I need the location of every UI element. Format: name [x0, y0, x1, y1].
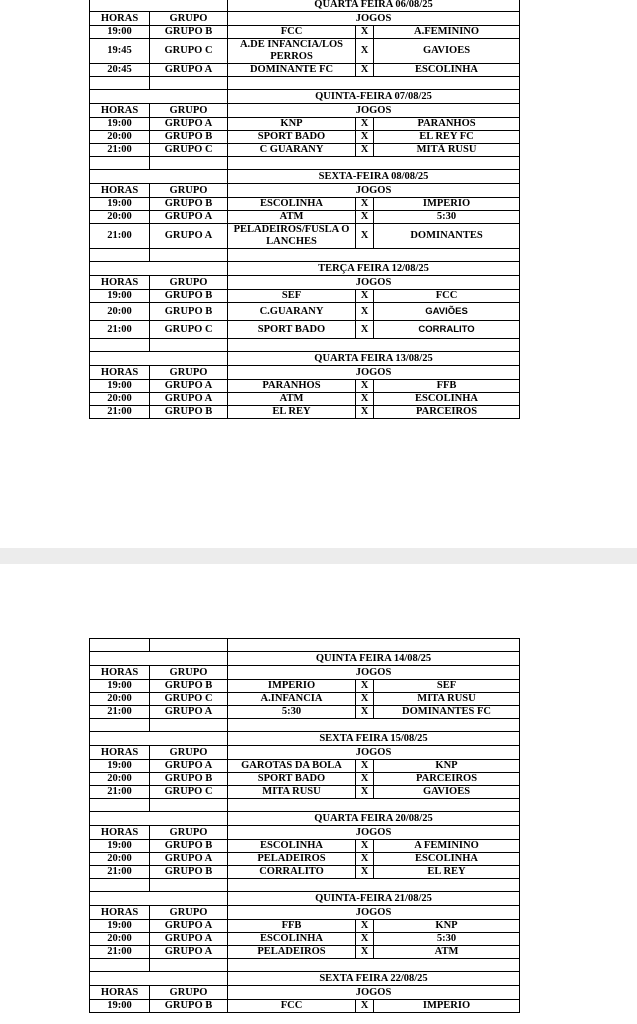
date-blank-cell: [90, 262, 228, 276]
versus-mark: X: [356, 211, 374, 224]
versus-mark: X: [356, 64, 374, 77]
away-team: KNP: [374, 760, 520, 773]
game-group: GRUPO A: [150, 118, 228, 131]
game-group: GRUPO C: [150, 144, 228, 157]
header-row: [90, 826, 520, 840]
game-time: 21:00: [90, 786, 150, 799]
spacer-row: [90, 799, 520, 812]
game-time: 21:00: [90, 321, 150, 339]
spacer-cell: [150, 339, 228, 352]
home-team: SPORT BADO: [228, 321, 356, 339]
away-team: GAVIOES: [374, 39, 520, 64]
game-time: 20:00: [90, 131, 150, 144]
game-time: 21:00: [90, 406, 150, 419]
spacer-cell: [90, 799, 150, 812]
game-group: GRUPO B: [150, 840, 228, 853]
page-break: [0, 548, 637, 564]
game-row: [90, 303, 520, 321]
day-date-row: [90, 732, 520, 746]
spacer-cell: [228, 639, 520, 652]
versus-mark: X: [356, 118, 374, 131]
versus-mark: X: [356, 933, 374, 946]
game-group: GRUPO A: [150, 946, 228, 959]
spacer-cell: [150, 157, 228, 170]
header-row: [90, 746, 520, 760]
header-horas: HORAS: [90, 104, 150, 118]
header-horas: HORAS: [90, 12, 150, 26]
day-date: SEXTA-FEIRA 08/08/25: [228, 170, 520, 184]
versus-mark: X: [356, 693, 374, 706]
day-date-row: [90, 892, 520, 906]
home-team: SPORT BADO: [228, 131, 356, 144]
game-time: 21:00: [90, 144, 150, 157]
spacer-row: [90, 959, 520, 972]
versus-mark: X: [356, 773, 374, 786]
game-row: [90, 393, 520, 406]
game-row: [90, 946, 520, 959]
schedule-page-2: [0, 564, 637, 1024]
home-team: PELADEIROS: [228, 853, 356, 866]
header-horas: HORAS: [90, 746, 150, 760]
game-time: 19:00: [90, 380, 150, 393]
away-team: SEF: [374, 680, 520, 693]
game-row: [90, 64, 520, 77]
home-team: PARANHOS: [228, 380, 356, 393]
home-team: CORRALITO: [228, 866, 356, 879]
versus-mark: X: [356, 290, 374, 303]
game-row: [90, 224, 520, 249]
spacer-cell: [228, 959, 520, 972]
day-date-row: [90, 812, 520, 826]
day-date-row: [90, 352, 520, 366]
spacer-cell: [150, 639, 228, 652]
game-group: GRUPO A: [150, 380, 228, 393]
day-date: QUARTA FEIRA 06/08/25: [228, 0, 520, 12]
versus-mark: X: [356, 866, 374, 879]
header-horas: HORAS: [90, 986, 150, 1000]
spacer-row: [90, 157, 520, 170]
game-group: GRUPO A: [150, 64, 228, 77]
game-group: GRUPO B: [150, 680, 228, 693]
spacer-cell: [228, 879, 520, 892]
game-time: 19:00: [90, 290, 150, 303]
home-team: C GUARANY: [228, 144, 356, 157]
game-row: [90, 198, 520, 211]
schedule-table-2: [89, 638, 520, 1013]
header-row: [90, 104, 520, 118]
spacer-cell: [90, 77, 150, 90]
date-blank-cell: [90, 352, 228, 366]
game-group: GRUPO B: [150, 866, 228, 879]
spacer-cell: [90, 339, 150, 352]
game-time: 20:00: [90, 933, 150, 946]
header-jogos: JOGOS: [228, 276, 520, 290]
game-row: [90, 840, 520, 853]
home-team: SEF: [228, 290, 356, 303]
header-jogos: JOGOS: [228, 986, 520, 1000]
spacer-cell: [90, 959, 150, 972]
spacer-row: [90, 879, 520, 892]
away-team: PARCEIROS: [374, 773, 520, 786]
versus-mark: X: [356, 303, 374, 321]
game-row: [90, 211, 520, 224]
day-date-row: [90, 90, 520, 104]
versus-mark: X: [356, 131, 374, 144]
day-date: SEXTA FEIRA 22/08/25: [228, 972, 520, 986]
day-date-row: [90, 262, 520, 276]
game-time: 19:00: [90, 920, 150, 933]
header-row: [90, 184, 520, 198]
away-team: CORRALITO: [374, 321, 520, 339]
home-team: ESCOLINHA: [228, 840, 356, 853]
day-date: SEXTA FEIRA 15/08/25: [228, 732, 520, 746]
day-date: TERÇA FEIRA 12/08/25: [228, 262, 520, 276]
game-row: [90, 131, 520, 144]
game-row: [90, 920, 520, 933]
day-date: QUARTA FEIRA 13/08/25: [228, 352, 520, 366]
header-row: [90, 12, 520, 26]
home-team: C.GUARANY: [228, 303, 356, 321]
header-grupo: GRUPO: [150, 666, 228, 680]
date-blank-cell: [90, 972, 228, 986]
away-team: MITA RUSU: [374, 693, 520, 706]
day-date-row: [90, 0, 520, 12]
date-blank-cell: [90, 652, 228, 666]
game-time: 19:00: [90, 760, 150, 773]
game-group: GRUPO A: [150, 760, 228, 773]
day-date-row: [90, 972, 520, 986]
game-time: 20:00: [90, 693, 150, 706]
away-team: KNP: [374, 920, 520, 933]
header-jogos: JOGOS: [228, 906, 520, 920]
header-jogos: JOGOS: [228, 366, 520, 380]
home-team: FCC: [228, 26, 356, 39]
home-team: ESCOLINHA: [228, 933, 356, 946]
game-row: [90, 1000, 520, 1013]
game-group: GRUPO C: [150, 321, 228, 339]
home-team: ATM: [228, 393, 356, 406]
away-team: ESCOLINHA: [374, 853, 520, 866]
game-row: [90, 853, 520, 866]
home-team: SPORT BADO: [228, 773, 356, 786]
header-horas: HORAS: [90, 276, 150, 290]
home-team: A.DE INFANCIA/LOS PERROS: [228, 39, 356, 64]
game-row: [90, 933, 520, 946]
header-horas: HORAS: [90, 666, 150, 680]
game-time: 19:00: [90, 840, 150, 853]
versus-mark: X: [356, 760, 374, 773]
header-jogos: JOGOS: [228, 184, 520, 198]
game-group: GRUPO A: [150, 211, 228, 224]
game-group: GRUPO A: [150, 933, 228, 946]
day-date: QUINTA FEIRA 14/08/25: [228, 652, 520, 666]
home-team: IMPERIO: [228, 680, 356, 693]
game-time: 19:00: [90, 26, 150, 39]
away-team: PARANHOS: [374, 118, 520, 131]
game-time: 19:45: [90, 39, 150, 64]
versus-mark: X: [356, 920, 374, 933]
game-time: 20:00: [90, 303, 150, 321]
header-row: [90, 366, 520, 380]
spacer-row: [90, 77, 520, 90]
away-team: DOMINANTES FC: [374, 706, 520, 719]
spacer-row: [90, 339, 520, 352]
game-row: [90, 680, 520, 693]
game-row: [90, 773, 520, 786]
game-group: GRUPO B: [150, 290, 228, 303]
spacer-cell: [228, 339, 520, 352]
versus-mark: X: [356, 1000, 374, 1013]
spacer-cell: [90, 719, 150, 732]
header-grupo: GRUPO: [150, 104, 228, 118]
game-time: 21:00: [90, 946, 150, 959]
versus-mark: X: [356, 224, 374, 249]
game-group: GRUPO A: [150, 393, 228, 406]
home-team: 5:30: [228, 706, 356, 719]
versus-mark: X: [356, 144, 374, 157]
home-team: FFB: [228, 920, 356, 933]
away-team: 5:30: [374, 211, 520, 224]
date-blank-cell: [90, 812, 228, 826]
away-team: IMPERIO: [374, 198, 520, 211]
away-team: A.FEMININO: [374, 26, 520, 39]
away-team: IMPERIO: [374, 1000, 520, 1013]
versus-mark: X: [356, 680, 374, 693]
game-row: [90, 866, 520, 879]
game-row: [90, 706, 520, 719]
header-jogos: JOGOS: [228, 12, 520, 26]
game-group: GRUPO A: [150, 706, 228, 719]
versus-mark: X: [356, 406, 374, 419]
header-row: [90, 666, 520, 680]
day-date: QUINTA-FEIRA 21/08/25: [228, 892, 520, 906]
away-team: ESCOLINHA: [374, 64, 520, 77]
game-row: [90, 380, 520, 393]
game-time: 20:00: [90, 773, 150, 786]
game-row: [90, 693, 520, 706]
schedule-table-1: [89, 0, 520, 419]
versus-mark: X: [356, 946, 374, 959]
spacer-cell: [228, 719, 520, 732]
game-time: 20:45: [90, 64, 150, 77]
spacer-cell: [150, 249, 228, 262]
header-horas: HORAS: [90, 906, 150, 920]
game-group: GRUPO C: [150, 693, 228, 706]
game-time: 21:00: [90, 706, 150, 719]
header-grupo: GRUPO: [150, 746, 228, 760]
header-grupo: GRUPO: [150, 986, 228, 1000]
home-team: PELADEIROS: [228, 946, 356, 959]
game-group: GRUPO B: [150, 406, 228, 419]
versus-mark: X: [356, 853, 374, 866]
header-grupo: GRUPO: [150, 184, 228, 198]
spacer-cell: [90, 639, 150, 652]
header-horas: HORAS: [90, 366, 150, 380]
spacer-row: [90, 719, 520, 732]
home-team: ATM: [228, 211, 356, 224]
spacer-row: [90, 639, 520, 652]
game-group: GRUPO B: [150, 131, 228, 144]
game-group: GRUPO A: [150, 920, 228, 933]
game-row: [90, 321, 520, 339]
versus-mark: X: [356, 39, 374, 64]
date-blank-cell: [90, 170, 228, 184]
versus-mark: X: [356, 321, 374, 339]
versus-mark: X: [356, 840, 374, 853]
away-team: ATM: [374, 946, 520, 959]
header-grupo: GRUPO: [150, 366, 228, 380]
day-date: QUARTA FEIRA 20/08/25: [228, 812, 520, 826]
game-time: 20:00: [90, 853, 150, 866]
spacer-cell: [228, 799, 520, 812]
game-time: 20:00: [90, 393, 150, 406]
away-team: MITÃ RUSU: [374, 144, 520, 157]
game-group: GRUPO B: [150, 1000, 228, 1013]
date-blank-cell: [90, 892, 228, 906]
date-blank-cell: [90, 732, 228, 746]
away-team: GAVIÕES: [374, 303, 520, 321]
game-time: 19:00: [90, 680, 150, 693]
game-group: GRUPO C: [150, 39, 228, 64]
spacer-cell: [150, 77, 228, 90]
header-grupo: GRUPO: [150, 826, 228, 840]
spacer-cell: [150, 879, 228, 892]
header-grupo: GRUPO: [150, 906, 228, 920]
header-jogos: JOGOS: [228, 826, 520, 840]
away-team: EL REY: [374, 866, 520, 879]
away-team: FCC: [374, 290, 520, 303]
game-time: 21:00: [90, 224, 150, 249]
home-team: DOMINANTE FC: [228, 64, 356, 77]
spacer-cell: [150, 719, 228, 732]
away-team: PARCEIROS: [374, 406, 520, 419]
game-group: GRUPO A: [150, 224, 228, 249]
game-group: GRUPO B: [150, 773, 228, 786]
away-team: DOMINANTES: [374, 224, 520, 249]
date-blank-cell: [90, 90, 228, 104]
game-time: 19:00: [90, 118, 150, 131]
versus-mark: X: [356, 786, 374, 799]
home-team: MITA RUSU: [228, 786, 356, 799]
header-grupo: GRUPO: [150, 12, 228, 26]
header-grupo: GRUPO: [150, 276, 228, 290]
home-team: FCC: [228, 1000, 356, 1013]
versus-mark: X: [356, 706, 374, 719]
game-group: GRUPO B: [150, 198, 228, 211]
home-team: ESCOLINHA: [228, 198, 356, 211]
spacer-cell: [150, 959, 228, 972]
game-row: [90, 786, 520, 799]
header-row: [90, 276, 520, 290]
game-time: 19:00: [90, 198, 150, 211]
home-team: A.INFANCIA: [228, 693, 356, 706]
home-team: GAROTAS DA BOLA: [228, 760, 356, 773]
day-date-row: [90, 652, 520, 666]
spacer-row: [90, 249, 520, 262]
header-row: [90, 986, 520, 1000]
away-team: GAVIOES: [374, 786, 520, 799]
date-blank-cell: [90, 0, 228, 12]
game-time: 21:00: [90, 866, 150, 879]
game-group: GRUPO B: [150, 303, 228, 321]
versus-mark: X: [356, 26, 374, 39]
game-row: [90, 406, 520, 419]
game-time: 20:00: [90, 211, 150, 224]
versus-mark: X: [356, 198, 374, 211]
away-team: EL REY FC: [374, 131, 520, 144]
spacer-cell: [228, 77, 520, 90]
game-group: GRUPO B: [150, 26, 228, 39]
day-date-row: [90, 170, 520, 184]
game-row: [90, 118, 520, 131]
game-row: [90, 760, 520, 773]
spacer-cell: [228, 249, 520, 262]
header-jogos: JOGOS: [228, 746, 520, 760]
game-row: [90, 39, 520, 64]
game-row: [90, 144, 520, 157]
header-horas: HORAS: [90, 184, 150, 198]
spacer-cell: [150, 799, 228, 812]
game-group: GRUPO A: [150, 853, 228, 866]
header-jogos: JOGOS: [228, 666, 520, 680]
game-time: 19:00: [90, 1000, 150, 1013]
header-horas: HORAS: [90, 826, 150, 840]
away-team: ESCOLINHA: [374, 393, 520, 406]
home-team: KNP: [228, 118, 356, 131]
spacer-cell: [90, 157, 150, 170]
game-row: [90, 26, 520, 39]
game-row: [90, 290, 520, 303]
spacer-cell: [228, 157, 520, 170]
home-team: EL REY: [228, 406, 356, 419]
day-date: QUINTA-FEIRA 07/08/25: [228, 90, 520, 104]
versus-mark: X: [356, 393, 374, 406]
away-team: A FEMININO: [374, 840, 520, 853]
header-jogos: JOGOS: [228, 104, 520, 118]
home-team: PELADEIROS/FUSLA O LANCHES: [228, 224, 356, 249]
away-team: 5:30: [374, 933, 520, 946]
away-team: FFB: [374, 380, 520, 393]
game-group: GRUPO C: [150, 786, 228, 799]
versus-mark: X: [356, 380, 374, 393]
spacer-cell: [90, 879, 150, 892]
header-row: [90, 906, 520, 920]
spacer-cell: [90, 249, 150, 262]
